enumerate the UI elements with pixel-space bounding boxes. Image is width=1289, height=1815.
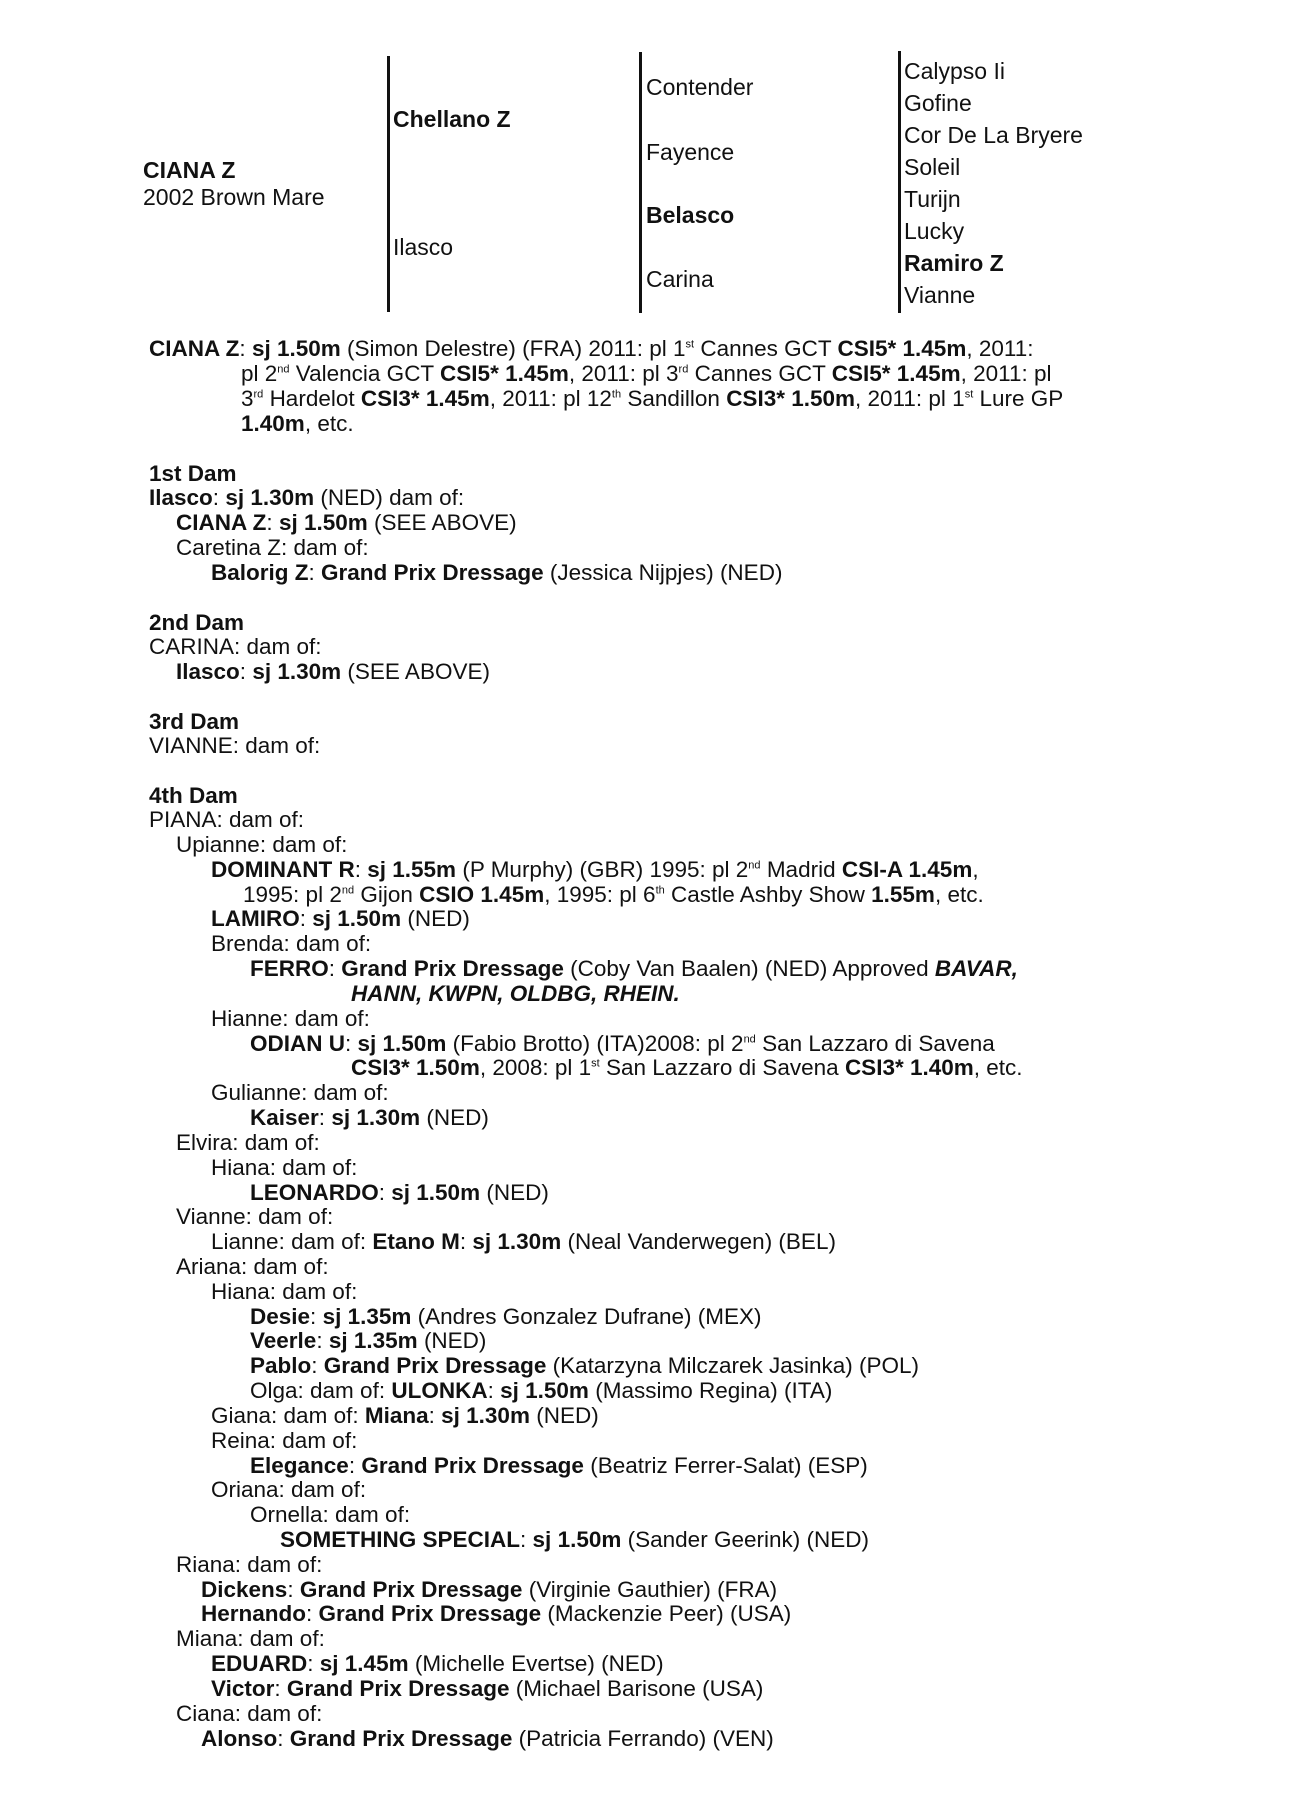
list-item: Ornella: dam of:: [250, 1502, 411, 1527]
list-item: Ciana: dam of:: [176, 1701, 323, 1726]
list-item: Hiana: dam of:: [211, 1279, 358, 1304]
dam-sire: Belasco: [646, 202, 735, 228]
record-line-4: 1.40m, etc.: [241, 411, 354, 436]
list-item: EDUARD: sj 1.45m (Michelle Evertse) (NED): [211, 1651, 664, 1676]
list-item: Brenda: dam of:: [211, 931, 372, 956]
list-item: Gulianne: dam of:: [211, 1080, 389, 1105]
record-line-3: 3rd Hardelot CSI3* 1.45m, 2011: pl 12th Sandillon CSI3* 1.50m, 2011: pl 1st Lure GP: [241, 386, 1064, 411]
gg-2: Gofine: [904, 90, 972, 116]
list-item: Hernando: Grand Prix Dressage (Mackenzie Peer) (USA): [201, 1601, 792, 1626]
list-item: Lianne: dam of: Etano M: sj 1.30m (Neal Vanderwegen) (BEL): [211, 1229, 836, 1254]
second-dam-line: CARINA: dam of:: [149, 634, 322, 659]
list-item: Veerle: sj 1.35m (NED): [250, 1328, 487, 1353]
first-dam-offspring-2: Caretina Z: dam of:: [176, 535, 369, 560]
gg-3: Cor De La Bryere: [904, 122, 1083, 148]
third-dam-heading: 3rd Dam: [149, 709, 240, 734]
list-item: CSI3* 1.50m, 2008: pl 1st San Lazzaro di Savena CSI3* 1.40m, etc.: [351, 1055, 1023, 1080]
list-item: SOMETHING SPECIAL: sj 1.50m (Sander Geerink) (NED): [280, 1527, 869, 1552]
pedigree-divider-3: [898, 51, 901, 313]
record-line-1: CIANA Z: sj 1.50m (Simon Delestre) (FRA) 2011: pl 1st Cannes GCT CSI5* 1.45m, 2011:: [149, 336, 1034, 361]
dam-dam: Carina: [646, 266, 714, 292]
list-item: LAMIRO: sj 1.50m (NED): [211, 906, 470, 931]
list-item: HANN, KWPN, OLDBG, RHEIN.: [351, 981, 680, 1006]
list-item: Giana: dam of: Miana: sj 1.30m (NED): [211, 1403, 599, 1428]
first-dam-offspring-3: Balorig Z: Grand Prix Dressage (Jessica Nijpjes) (NED): [211, 560, 783, 585]
first-dam-heading: 1st Dam: [149, 461, 237, 486]
list-item: Riana: dam of:: [176, 1552, 323, 1577]
list-item: Vianne: dam of:: [176, 1204, 334, 1229]
first-dam-offspring-1: CIANA Z: sj 1.50m (SEE ABOVE): [176, 510, 517, 535]
horse-name: CIANA Z: [143, 157, 236, 183]
list-item: Hiana: dam of:: [211, 1155, 358, 1180]
sire-name: Chellano Z: [393, 106, 511, 132]
dam-name: Ilasco: [393, 234, 454, 260]
list-item: ODIAN U: sj 1.50m (Fabio Brotto) (ITA)2008: pl 2nd San Lazzaro di Savena: [250, 1031, 995, 1056]
sire-dam: Fayence: [646, 139, 735, 165]
horse-description: 2002 Brown Mare: [143, 184, 325, 210]
second-dam-heading: 2nd Dam: [149, 610, 245, 635]
third-dam-line: VIANNE: dam of:: [149, 733, 321, 758]
list-item: FERRO: Grand Prix Dressage (Coby Van Baalen) (NED) Approved BAVAR,: [250, 956, 1018, 981]
list-item: Hianne: dam of:: [211, 1006, 370, 1031]
list-item: Elegance: Grand Prix Dressage (Beatriz Ferrer-Salat) (ESP): [250, 1453, 868, 1478]
list-item: Ariana: dam of:: [176, 1254, 329, 1279]
fourth-dam-line: PIANA: dam of:: [149, 807, 305, 832]
list-item: 1995: pl 2nd Gijon CSIO 1.45m, 1995: pl 6th Castle Ashby Show 1.55m, etc.: [243, 882, 984, 907]
sire-sire: Contender: [646, 74, 754, 100]
list-item: LEONARDO: sj 1.50m (NED): [250, 1180, 549, 1205]
pedigree-divider-1: [387, 56, 390, 312]
list-item: Pablo: Grand Prix Dressage (Katarzyna Milczarek Jasinka) (POL): [250, 1353, 920, 1378]
list-item: Elvira: dam of:: [176, 1130, 320, 1155]
pedigree-divider-2: [639, 52, 642, 313]
second-dam-offspring: Ilasco: sj 1.30m (SEE ABOVE): [176, 659, 490, 684]
gg-6: Lucky: [904, 218, 965, 244]
gg-5: Turijn: [904, 186, 961, 212]
list-item: Desie: sj 1.35m (Andres Gonzalez Dufrane) (MEX): [250, 1304, 762, 1329]
gg-8: Vianne: [904, 282, 976, 308]
list-item: DOMINANT R: sj 1.55m (P Murphy) (GBR) 1995: pl 2nd Madrid CSI-A 1.45m,: [211, 857, 979, 882]
first-dam-line: Ilasco: sj 1.30m (NED) dam of:: [149, 485, 465, 510]
list-item: Dickens: Grand Prix Dressage (Virginie Gauthier) (FRA): [201, 1577, 778, 1602]
gg-1: Calypso Ii: [904, 58, 1005, 84]
list-item: Alonso: Grand Prix Dressage (Patricia Ferrando) (VEN): [201, 1726, 774, 1751]
gg-4: Soleil: [904, 154, 961, 180]
list-item: Oriana: dam of:: [211, 1477, 367, 1502]
fourth-dam-heading: 4th Dam: [149, 783, 238, 808]
gg-7: Ramiro Z: [904, 250, 1004, 276]
list-item: Upianne: dam of:: [176, 832, 348, 857]
list-item: Miana: dam of:: [176, 1626, 325, 1651]
list-item: Victor: Grand Prix Dressage (Michael Barisone (USA): [211, 1676, 764, 1701]
record-line-2: pl 2nd Valencia GCT CSI5* 1.45m, 2011: pl 3rd Cannes GCT CSI5* 1.45m, 2011: pl: [241, 361, 1052, 386]
list-item: Reina: dam of:: [211, 1428, 358, 1453]
list-item: Kaiser: sj 1.30m (NED): [250, 1105, 489, 1130]
list-item: Olga: dam of: ULONKA: sj 1.50m (Massimo Regina) (ITA): [250, 1378, 833, 1403]
